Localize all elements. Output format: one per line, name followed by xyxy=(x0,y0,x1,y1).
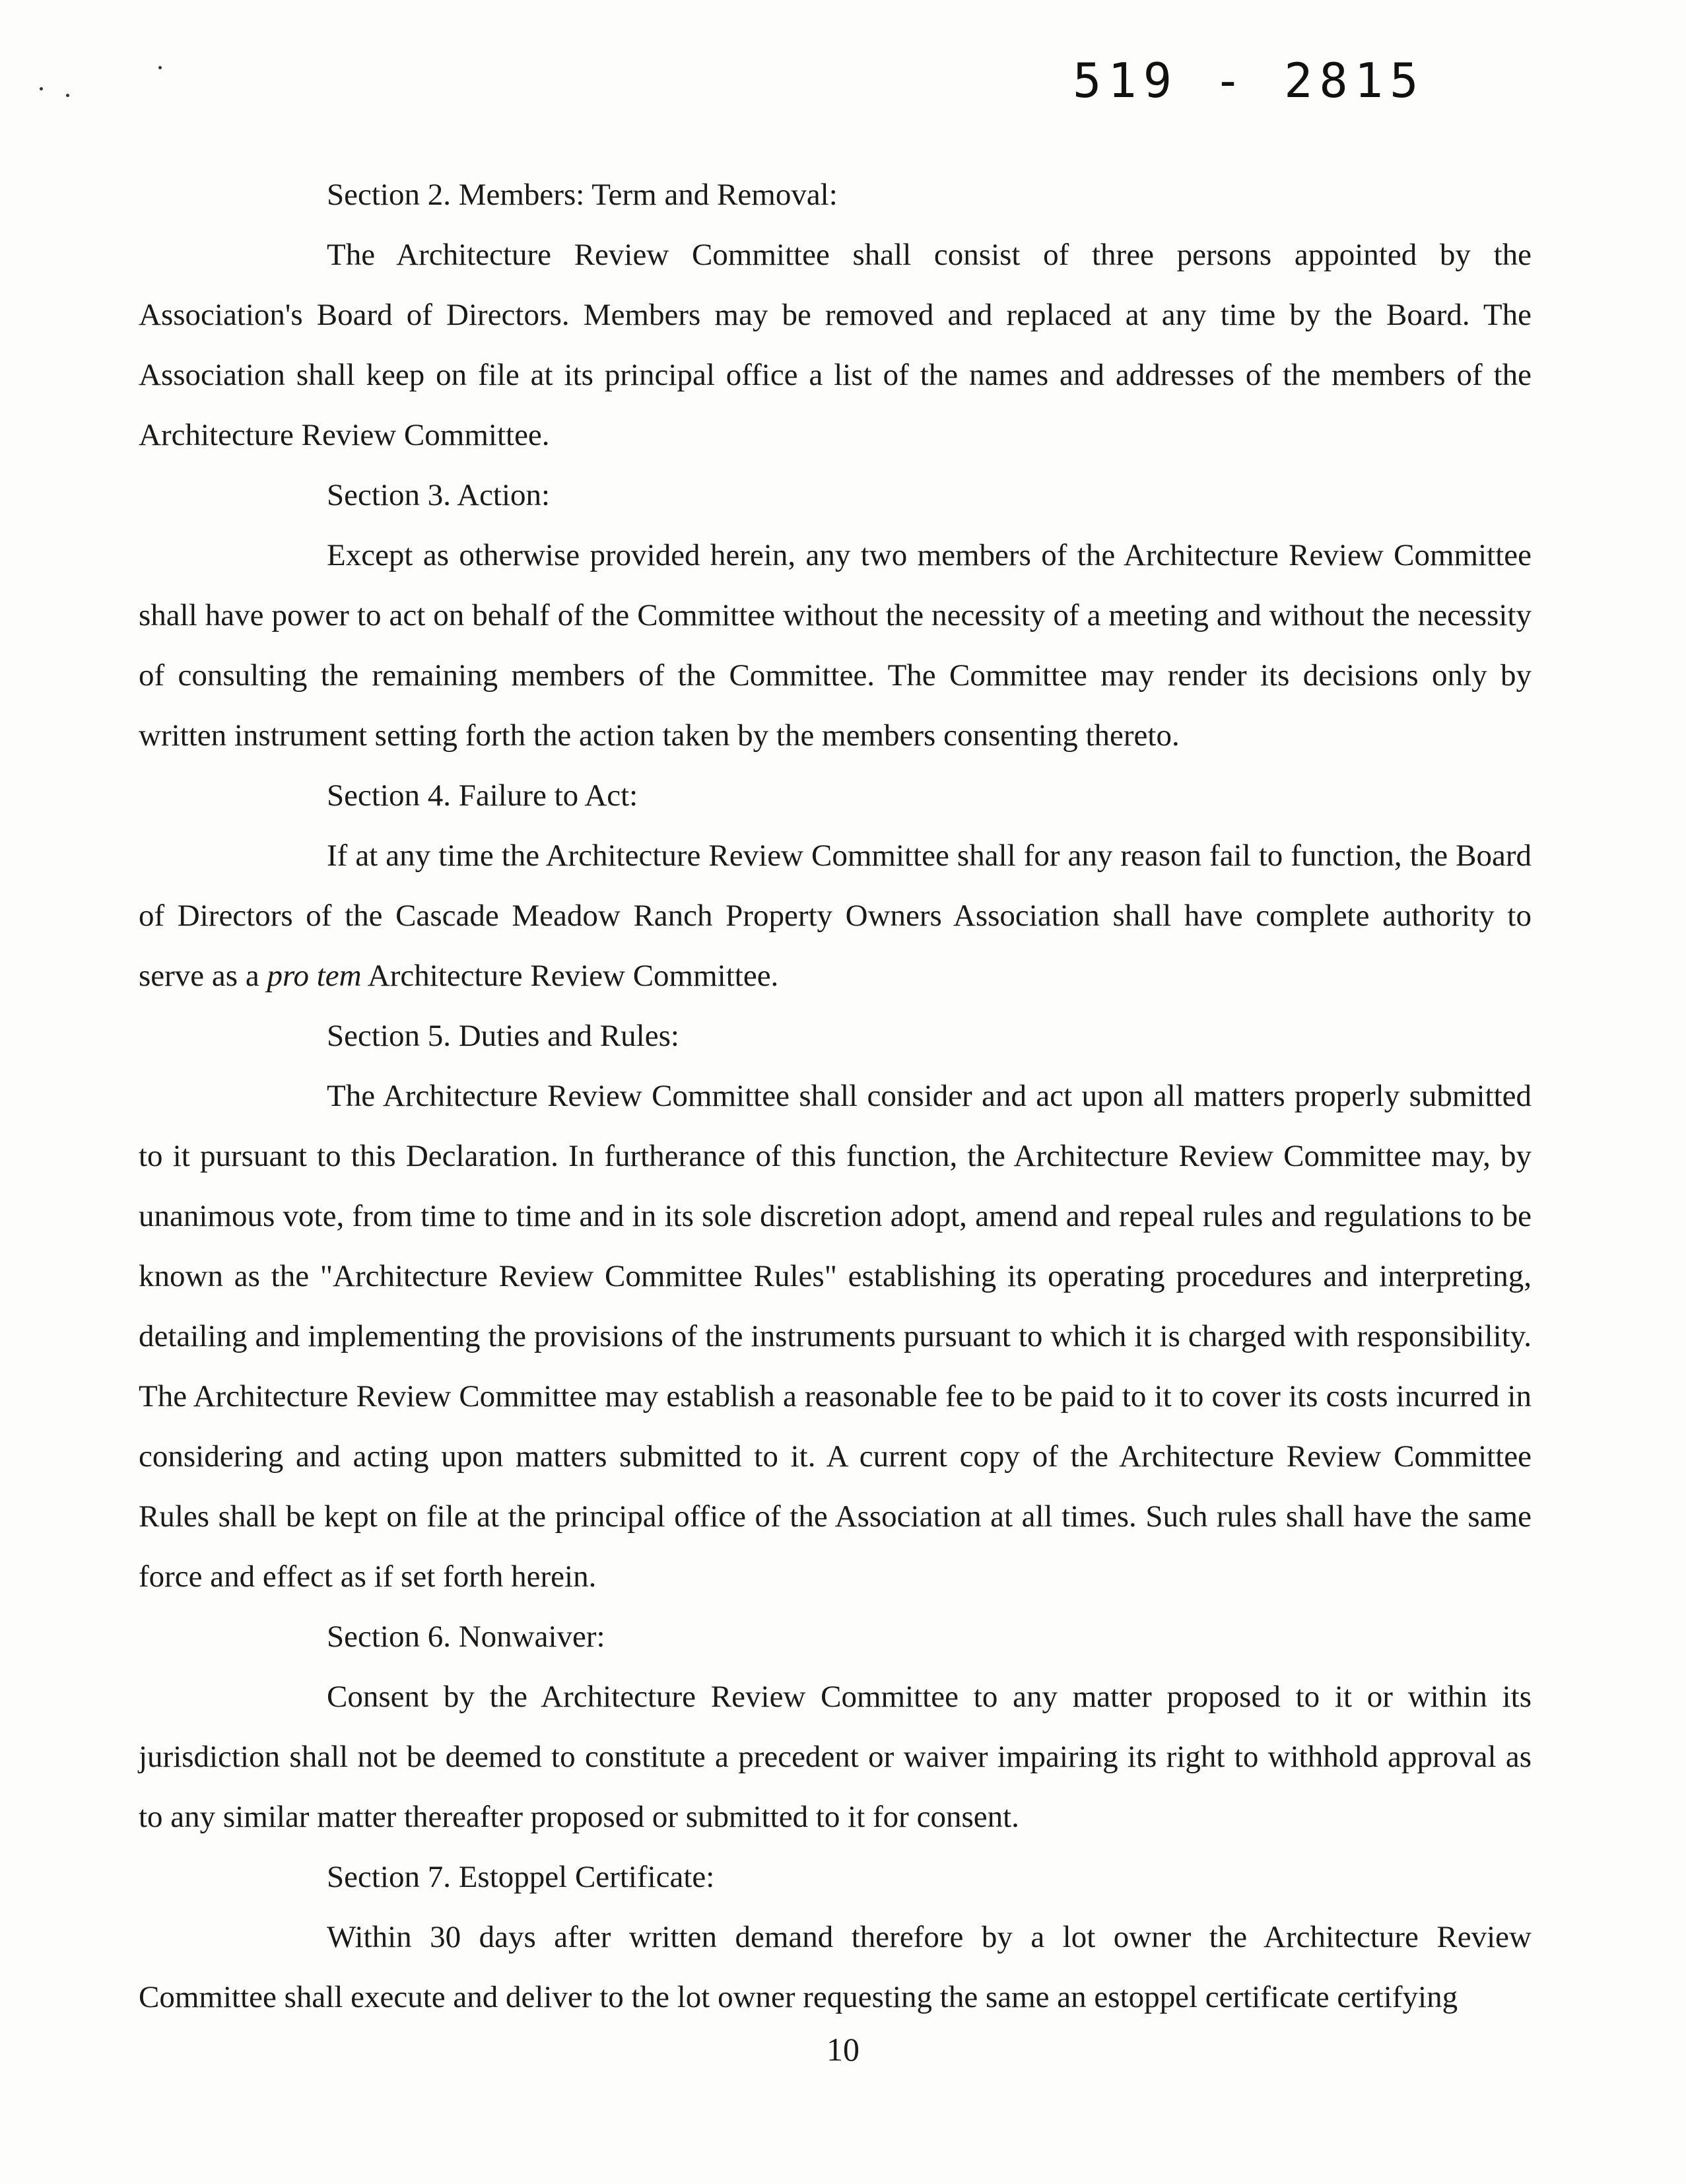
section-5-paragraph: The Architecture Review Committee shall consider and act upon all matters properly submitted to it pursuant to this Declaration. In furtherance of this function, the Architecture Review Committee may, by unanimous vote, from time to time and in its sole discretion adopt, amend and repeal rules and regulations to be known as the "Architecture Review Committee Rules" establishing its operating procedures and interpreting, detailing and implementing the provisions of the instruments pursuant to which it is charged with responsibility. The Architecture Review Committee may establish a reasonable fee to be paid to it to cover its costs incurred in considering and acting upon matters submitted to it. A current copy of the Architecture Review Committee Rules shall be kept on file at the principal office of the Association at all times. Such rules shall have the same force and effect as if set forth herein. xyxy=(139,1079,1532,1594)
scan-speck xyxy=(158,66,162,69)
section-2-heading: Section 2. Members: Term and Removal: xyxy=(327,178,838,212)
section-3-paragraph: Except as otherwise provided herein, any two members of the Architecture Review Committee shall have power to act on behalf of the Committee without the necessity of a meeting and without the necessity of consulting the remaining members of the Committee. The Committee may render its decisions only by written instrument setting forth the action taken by the members consenting thereto. xyxy=(139,538,1532,753)
section-4-heading: Section 4. Failure to Act: xyxy=(327,778,638,813)
recording-number: 519 - 2815 xyxy=(1073,53,1425,108)
scan-speck xyxy=(40,87,43,90)
section-4-italic-term: pro tem xyxy=(267,959,362,993)
section-6-paragraph: Consent by the Architecture Review Committee to any matter proposed to it or within its jurisdiction shall not be deemed to constitute a precedent or waiver impairing its right to withhold approval as to any similar matter thereafter proposed or submitted to it for consent. xyxy=(139,1680,1532,1834)
section-4-text-before: If at any time the Architecture Review Committee shall for any reason fail to function, the Board of Directors of the Cascade Meadow Ranch Property Owners Association shall have complete authority to serve as a xyxy=(139,838,1532,993)
section-4-text-after: Architecture Review Committee. xyxy=(361,959,779,993)
scan-speck xyxy=(66,94,69,97)
document-body xyxy=(139,165,1532,2028)
section-2-paragraph: The Architecture Review Committee shall consist of three persons appointed by the Association's Board of Directors. Members may be removed and replaced at any time by the Board. The Association shall keep on file at its principal office a list of the names and addresses of the members of the Architecture Review Committee. xyxy=(139,238,1532,452)
section-5-heading: Section 5. Duties and Rules: xyxy=(327,1019,679,1053)
section-7-paragraph: Within 30 days after written demand therefore by a lot owner the Architecture Review Committee shall execute and deliver to the lot owner requesting the same an estoppel certificate certifying xyxy=(139,1920,1532,2014)
section-7-heading: Section 7. Estoppel Certificate: xyxy=(327,1860,715,1894)
page-number: 10 xyxy=(826,2031,860,2068)
section-6-heading: Section 6. Nonwaiver: xyxy=(327,1620,605,1654)
section-3-heading: Section 3. Action: xyxy=(327,478,551,512)
section-4-paragraph xyxy=(139,826,1532,1006)
